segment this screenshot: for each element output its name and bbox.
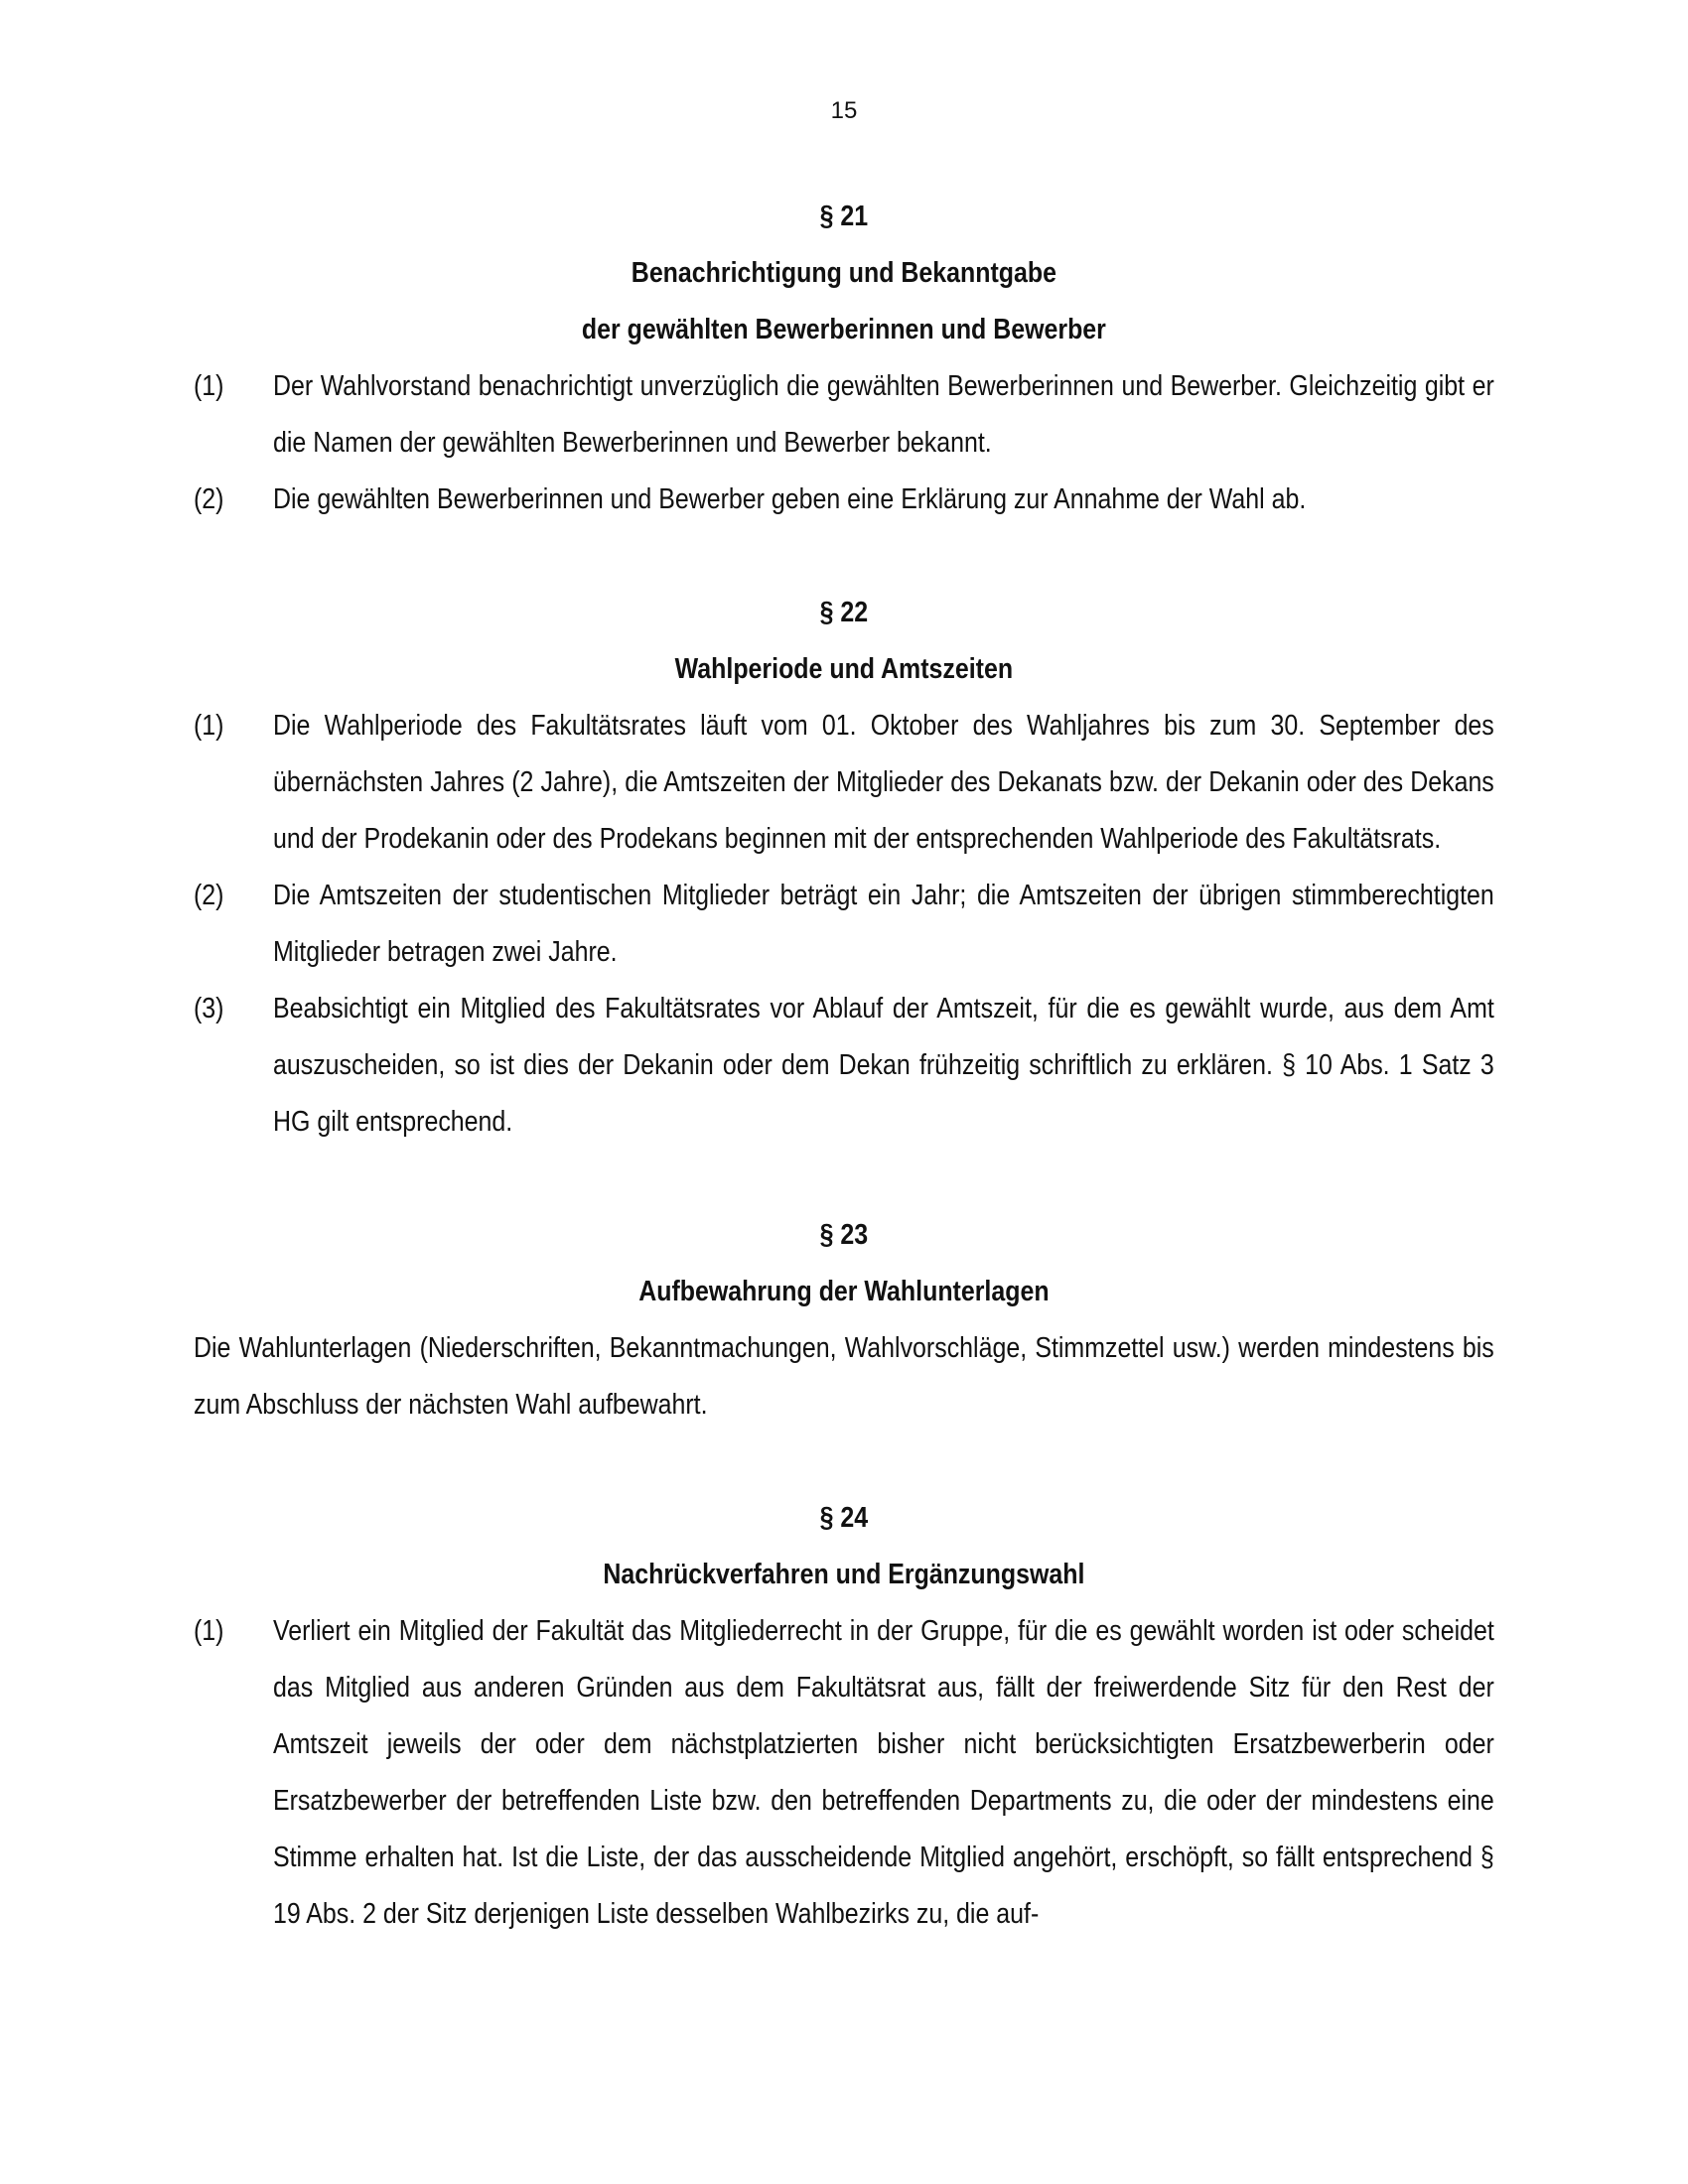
section-number: § 21 [819,201,869,232]
section-number: § 24 [819,1502,869,1534]
paragraph [194,868,1494,981]
paragraph-number: (3) [194,993,224,1024]
paragraph [194,698,1494,868]
section-title: Wahlperiode und Amtszeiten [674,653,1014,685]
section-number: § 22 [819,597,869,628]
paragraph-text: Verliert ein Mitglied der Fakultät das Mitgliederrecht in der Gruppe, für die es gewählt worden ist oder scheidet das Mitglied aus anderen Gründen aus dem Fakultätsrat aus, fällt der freiwerdende Sitz für den Rest der Amtszeit jeweils der oder dem nächstplatzierten bisher nicht berücksichtigten Ersatzbewerberin oder Ersatzbewerber der betreffenden Liste bzw. den betreffenden Departments zu, die oder der mindestens eine Stimme erhalten hat. Ist die Liste, der das ausscheidende Mitglied angehört, erschöpft, so fällt entsprechend § 19 Abs. 2 der Sitz derjenigen Liste desselben Wahlbezirks zu, die auf- [272,1615,1494,1930]
page-number: 15 [830,97,858,124]
section-21 [194,189,1494,528]
section-23 [194,1207,1494,1433]
paragraph-text: Die Wahlperiode des Fakultätsrates läuft vom 01. Oktober des Wahljahres bis zum 30. September des übernächsten Jahres (2 Jahre), die Amtszeiten der Mitglieder des Dekanats bzw. der Dekanin oder des Dekans und der Prodekanin oder des Prodekans beginnen mit der entsprechenden Wahlperiode des Fakultätsrats. [272,710,1494,855]
section-body-text: Die Wahlunterlagen (Niederschriften, Bekanntmachungen, Wahlvorschläge, Stimmzettel usw.) werden mindestens bis zum Abschluss der nächsten Wahl aufbewahrt. [194,1332,1494,1421]
paragraph-text: Die Amtszeiten der studentischen Mitglieder beträgt ein Jahr; die Amtszeiten der übrigen stimmberechtigten Mitglieder betragen zwei Jahre. [272,880,1494,968]
paragraph-number: (1) [194,1615,224,1647]
paragraph [194,358,1494,472]
section-number: § 23 [819,1219,869,1251]
paragraph-number: (2) [194,880,224,911]
section-title: Nachrückverfahren und Ergänzungswahl [603,1559,1085,1590]
section-title: Benachrichtigung und Bekanntgabe [631,257,1056,289]
paragraph-number: (2) [194,483,224,515]
section-title: der gewählten Bewerberinnen und Bewerber [581,314,1106,345]
paragraph [194,1603,1494,1943]
paragraph-text: Der Wahlvorstand benachrichtigt unverzüglich die gewählten Bewerberinnen und Bewerber. Gleichzeitig gibt er die Namen der gewählten Bewerberinnen und Bewerber bekannt. [272,370,1494,459]
section-24 [194,1490,1494,1943]
paragraph-number: (1) [194,370,224,402]
section-22 [194,585,1494,1151]
section-title: Aufbewahrung der Wahlunterlagen [638,1276,1050,1307]
paragraph [194,981,1494,1151]
paragraph [194,472,1494,528]
paragraph-text: Beabsichtigt ein Mitglied des Fakultätsrates vor Ablauf der Amtszeit, für die es gewählt wurde, aus dem Amt auszuscheiden, so ist dies der Dekanin oder dem Dekan frühzeitig schriftlich zu erklären. § 10 Abs. 1 Satz 3 HG gilt entsprechend. [272,993,1494,1138]
document-body [194,189,1494,1943]
paragraph-text: Die gewählten Bewerberinnen und Bewerber geben eine Erklärung zur Annahme der Wahl ab. [272,483,1307,515]
paragraph-number: (1) [194,710,224,742]
